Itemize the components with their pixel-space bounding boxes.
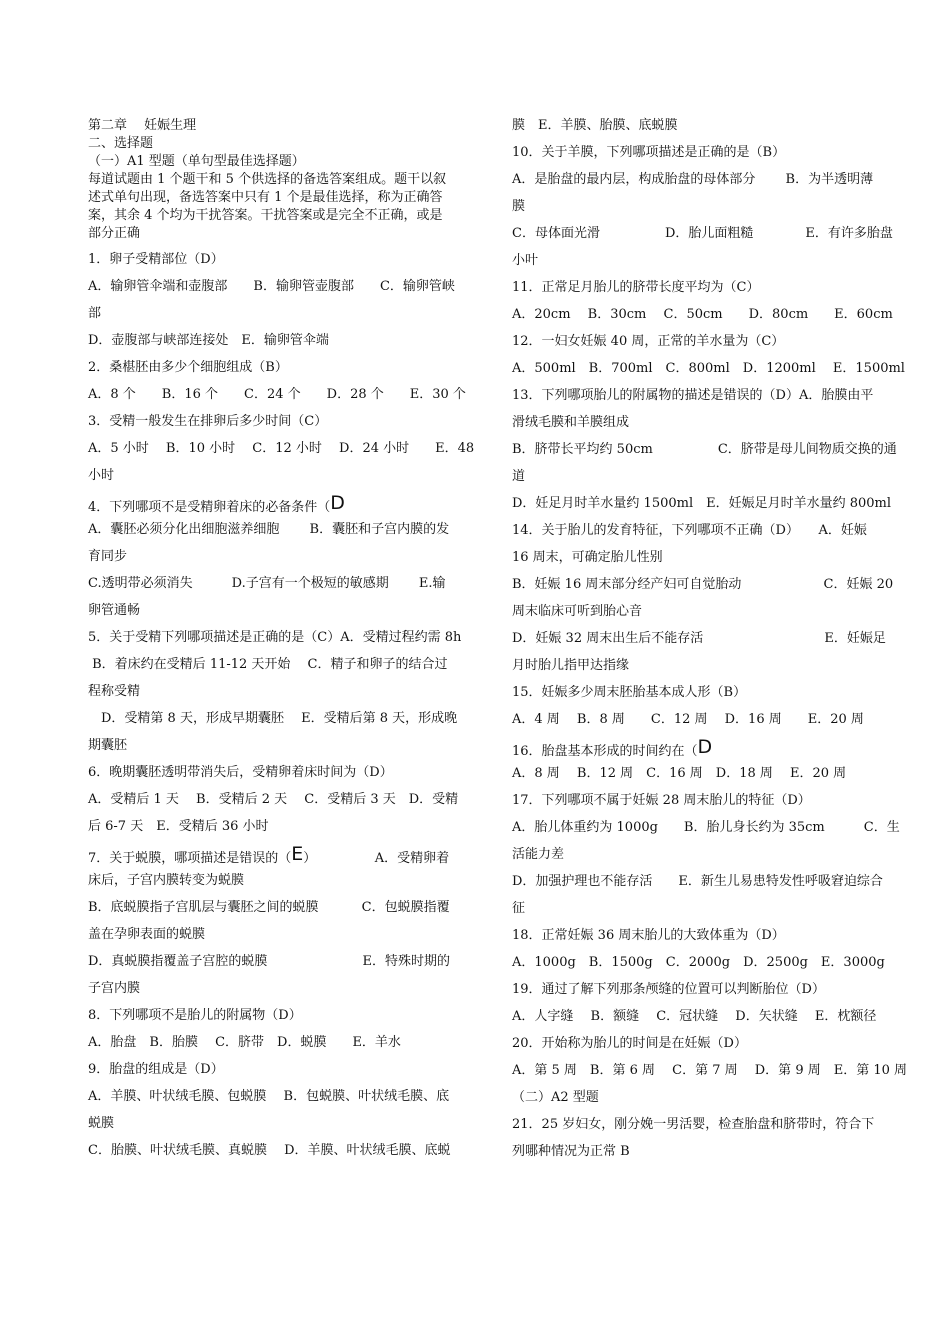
question-line: 9．胎盘的组成是（D） xyxy=(88,1062,224,1077)
question-text: 4．下列哪项不是受精卵着床的必备条件（ xyxy=(88,500,331,515)
options-line: 小叶 xyxy=(512,253,539,268)
options-line: A．人字缝 B．额缝 C．冠状缝 D．矢状缝 E．枕额径 xyxy=(512,1009,877,1024)
instructions-line: 案，其余 4 个均为干扰答案。干扰答案或是完全不正确，或是 xyxy=(88,208,443,223)
question-line: 10．关于羊膜，下列哪项描述是正确的是（B） xyxy=(512,145,786,160)
options-line: 滑绒毛膜和羊膜组成 xyxy=(512,415,630,430)
question-line: 17．下列哪项不属于妊娠 28 周末胎儿的特征（D） xyxy=(512,793,811,808)
question-line: 5．关于受精下列哪项描述是正确的是（C）A．受精过程约需 8h xyxy=(88,630,462,645)
options-line: 16 周末，可确定胎儿性别 xyxy=(512,550,663,565)
question-line xyxy=(88,492,480,515)
handwritten-answer: D xyxy=(330,492,345,514)
subsection-heading: （一）A1 型题（单句型最佳选择题） xyxy=(88,154,305,169)
question-line xyxy=(512,736,906,759)
question-line: 15．妊娠多少周末胚胎基本成人形（B） xyxy=(512,685,747,700)
question-line: 11．正常足月胎儿的脐带长度平均为（C） xyxy=(512,280,760,295)
options-line: D．真蜕膜指覆盖子宫腔的蜕膜 E．特殊时期的 xyxy=(88,954,451,969)
question-line: 20．开始称为胎儿的时间是在妊娠（D） xyxy=(512,1036,747,1051)
question-line: 21．25 岁妇女，刚分娩一男活婴，检查胎盘和脐带时，符合下 xyxy=(512,1117,875,1132)
options-line: C．母体面光滑 D．胎儿面粗糙 E．有许多胎盘 xyxy=(512,226,893,241)
options-line: 小时 xyxy=(88,468,115,483)
options-line: 盖在孕卵表面的蜕膜 xyxy=(88,927,206,942)
options-line: B．着床约在受精后 11-12 天开始 C．精子和卵子的结合过 xyxy=(88,657,448,672)
options-line: A．受精后 1 天 B．受精后 2 天 C．受精后 3 天 D．受精 xyxy=(88,792,459,807)
options-line: D．妊足月时羊水量约 1500ml E．妊娠足月时羊水量约 800ml xyxy=(512,496,892,511)
question-text: 7．关于蜕膜，哪项描述是错误的（ xyxy=(88,851,292,866)
options-line: A．胎儿体重约为 1000g B．胎儿身长约为 35cm C．生 xyxy=(512,820,900,835)
options-line: 活能力差 xyxy=(512,847,565,862)
handwritten-answer: E xyxy=(291,843,304,865)
options-line: 卵管通畅 xyxy=(88,603,141,618)
question-line: 6．晚期囊胚透明带消失后，受精卵着床时间为（D） xyxy=(88,765,393,780)
options-line: 部 xyxy=(88,306,102,321)
question-line: 13．下列哪项胎儿的附属物的描述是错误的（D）A．胎膜由平 xyxy=(512,388,874,403)
subsection-heading: （二）A2 型题 xyxy=(512,1090,599,1105)
options-line: D．妊娠 32 周末出生后不能存活 E．妊娠足 xyxy=(512,631,886,646)
options-line: 子宫内膜 xyxy=(88,981,141,996)
options-line: A．第 5 周 B．第 6 周 C．第 7 周 D．第 9 周 E．第 10 周 xyxy=(512,1063,908,1078)
left-column xyxy=(88,118,480,1170)
options-line: A．500ml B．700ml C．800ml D．1200ml E．1500ml xyxy=(512,361,905,376)
question-line: 2．桑椹胚由多少个细胞组成（B） xyxy=(88,360,288,375)
options-line: A．1000g B．1500g C．2000g D．2500g E．3000g xyxy=(512,955,885,970)
options-line: B．妊娠 16 周末部分经产妇可自觉胎动 C．妊娠 20 xyxy=(512,577,894,592)
options-line: 程称受精 xyxy=(88,684,141,699)
options-line: 育同步 xyxy=(88,549,128,564)
options-line: A．8 个 B．16 个 C．24 个 D．28 个 E．30 个 xyxy=(88,387,466,402)
instructions-line: 述式单句出现，备选答案中只有 1 个是最佳选择，称为正确答 xyxy=(88,190,443,205)
options-line: C.透明带必须消失 D.子宫有一个极短的敏感期 E.输 xyxy=(88,576,446,591)
options-line: B．脐带长平均约 50cm C．脐带是母儿间物质交换的通 xyxy=(512,442,897,457)
options-line: A．5 小时 B．10 小时 C．12 小时 D．24 小时 E．48 xyxy=(88,441,475,456)
handwritten-answer: D xyxy=(697,736,713,758)
right-column xyxy=(512,118,906,1171)
question-line: 18．正常妊娠 36 周末胎儿的大致体重为（D） xyxy=(512,928,785,943)
question-line xyxy=(88,843,480,866)
options-line: D．壶腹部与峡部连接处 E．输卵管伞端 xyxy=(88,333,329,348)
options-line: 膜 E．羊膜、胎膜、底蜕膜 xyxy=(512,118,678,133)
options-line: 床后，子宫内膜转变为蜕膜 xyxy=(88,873,245,888)
options-line: 后 6-7 天 E．受精后 36 小时 xyxy=(88,819,269,834)
options-line: 膜 xyxy=(512,199,526,214)
options-line: A．输卵管伞端和壶腹部 B．输卵管壶腹部 C．输卵管峡 xyxy=(88,279,455,294)
options-line: A．4 周 B．8 周 C．12 周 D．16 周 E．20 周 xyxy=(512,712,864,727)
options-line: D．加强护理也不能存活 E．新生儿易患特发性呼吸窘迫综合 xyxy=(512,874,883,889)
question-text: ） A．受精卵着 xyxy=(303,851,450,866)
question-line: 3．受精一般发生在排卵后多少时间（C） xyxy=(88,414,328,429)
instructions-line: 每道试题由 1 个题干和 5 个供选择的备选答案组成。题干以叙 xyxy=(88,172,447,187)
options-line: A．是胎盘的最内层，构成胎盘的母体部分 B．为半透明薄 xyxy=(512,172,874,187)
options-line: 周末临床可听到胎心音 xyxy=(512,604,643,619)
question-line: 1．卵子受精部位（D） xyxy=(88,252,224,267)
options-line: A．20cm B．30cm C．50cm D．80cm E．60cm xyxy=(512,307,893,322)
chapter-title: 第二章 妊娠生理 xyxy=(88,118,197,133)
options-line: A．羊膜、叶状绒毛膜、包蜕膜 B．包蜕膜、叶状绒毛膜、底 xyxy=(88,1089,450,1104)
options-line: A．囊胚必须分化出细胞滋养细胞 B．囊胚和子宫内膜的发 xyxy=(88,522,450,537)
options-line: 期囊胚 xyxy=(88,738,128,753)
options-line: 征 xyxy=(512,901,526,916)
options-line: 道 xyxy=(512,469,526,484)
section-heading: 二、选择题 xyxy=(88,136,154,151)
options-line: D．受精第 8 天，形成早期囊胚 E．受精后第 8 天，形成晚 xyxy=(88,711,458,726)
options-line: A．8 周 B．12 周 C．16 周 D．18 周 E．20 周 xyxy=(512,766,847,781)
question-line: 列哪种情况为正常 B xyxy=(512,1144,630,1159)
question-line: 14．关于胎儿的发育特征，下列哪项不正确（D） A．妊娠 xyxy=(512,523,867,538)
options-line: A．胎盘 B．胎膜 C．脐带 D．蜕膜 E．羊水 xyxy=(88,1035,401,1050)
options-line: B．底蜕膜指子宫肌层与囊胚之间的蜕膜 C．包蜕膜指覆 xyxy=(88,900,450,915)
question-line: 8．下列哪项不是胎儿的附属物（D） xyxy=(88,1008,302,1023)
question-text: 16．胎盘基本形成的时间约在（ xyxy=(512,744,698,759)
question-line: 19．通过了解下列那条颅缝的位置可以判断胎位（D） xyxy=(512,982,825,997)
options-line: 月时胎儿指甲达指缘 xyxy=(512,658,630,673)
options-line: C．胎膜、叶状绒毛膜、真蜕膜 D．羊膜、叶状绒毛膜、底蜕 xyxy=(88,1143,451,1158)
instructions-line: 部分正确 xyxy=(88,226,141,241)
question-line: 12．一妇女妊娠 40 周，正常的羊水量为（C） xyxy=(512,334,785,349)
options-line: 蜕膜 xyxy=(88,1116,115,1131)
